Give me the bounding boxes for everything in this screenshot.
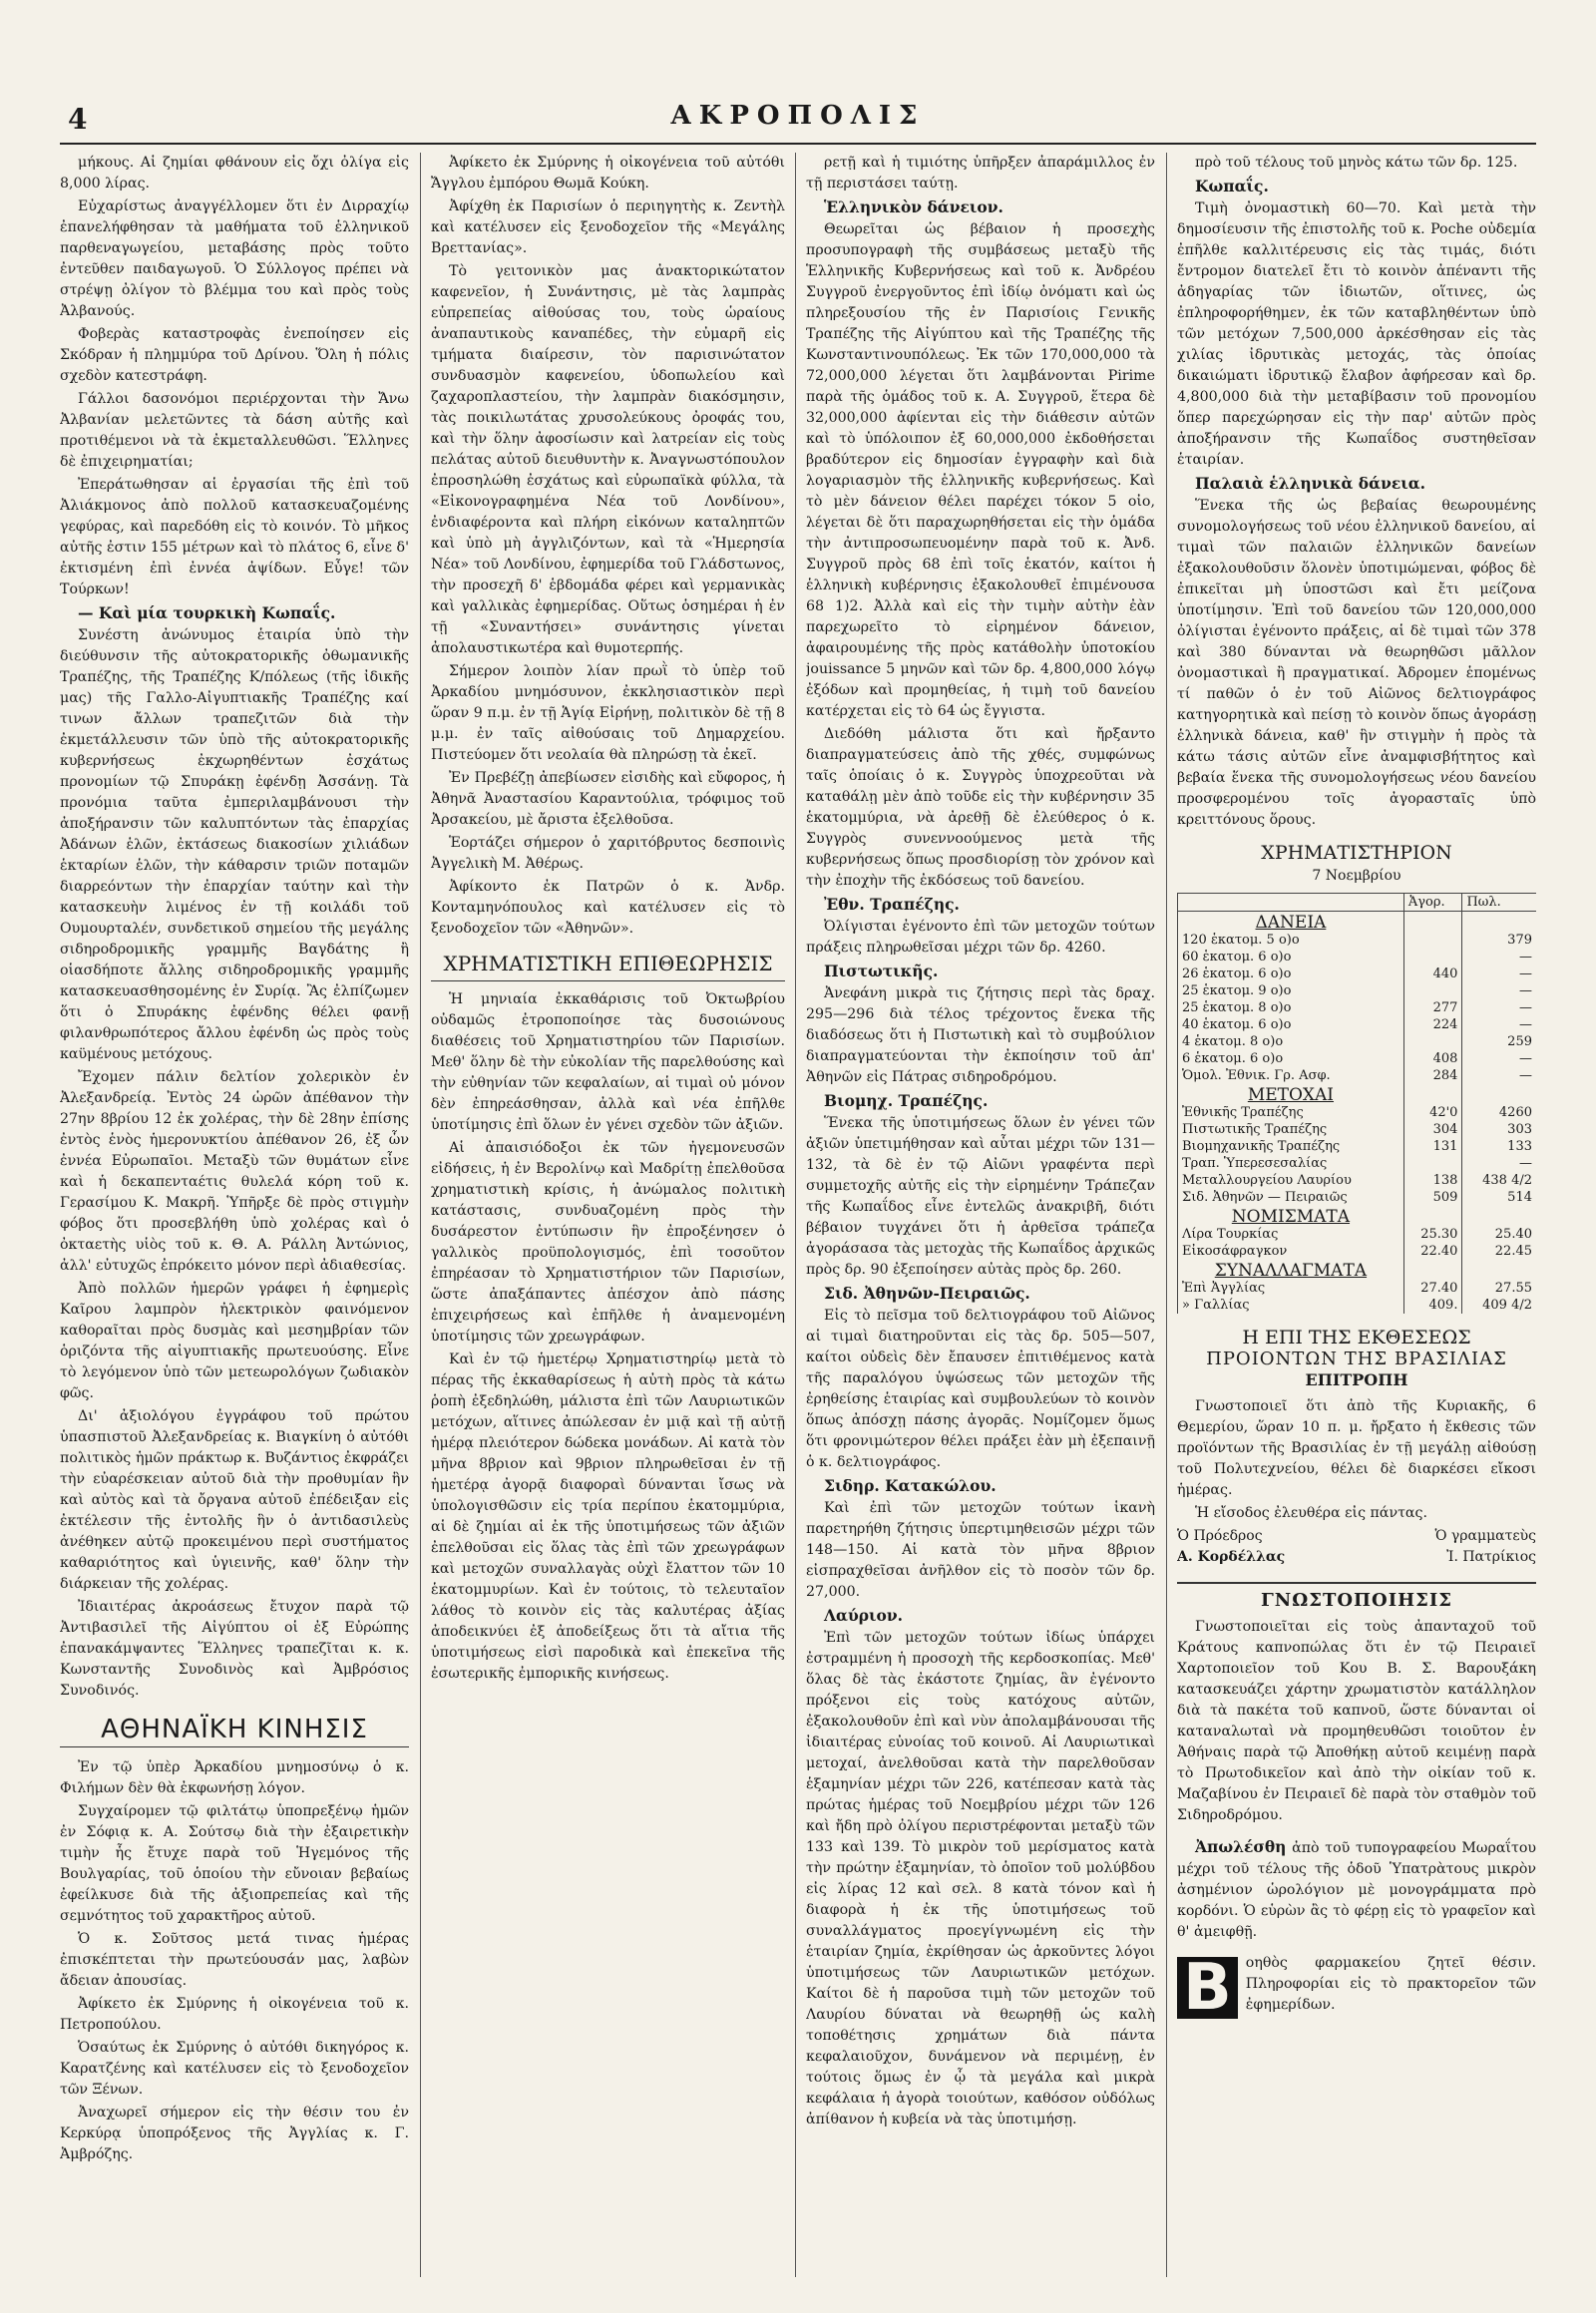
paragraph: Ἡ μηνιαία ἐκκαθάρισις τοῦ Ὀκτωβρίου οὐδαμῶς ἐτροποποίησε τὰς δυσοιώνους διαθέσεις τοῦ Χρηματιστηρίου τῶν Παρισίων. Μεθ' ὅλην δὲ τὴν εὐκολίαν τῆς παρελθούσης καὶ τὴν εὐθηνίαν τῶν κεφαλαίων, αἱ τιμαὶ οὐ μόνον δὲν ἐπηρεάσθησαν, ἀλλὰ καὶ νέα ἐπῆλθε ὑποτίμησις ἐπὶ ὅλων ἐν γένει σχεδὸν τῶν ἀξιῶν. — [431, 991, 785, 1133]
secretary-label: Ὁ γραμματεὺς — [1434, 1528, 1536, 1544]
headline-credit-bank: Πιστωτικῆς. — [824, 962, 939, 980]
table-cell-buy — [1403, 949, 1462, 965]
section-stock-review: ΧΡΗΜΑΤΙΣΤΙΚΗ ΕΠΙΘΕΩΡΗΣΙΣ — [431, 954, 785, 981]
table-row — [1178, 1138, 1537, 1155]
table-row — [1178, 1226, 1537, 1243]
lost-notice-body: ἀπὸ τοῦ τυπογραφείου Μωραΐτου μέχρι τοῦ τέλους τῆς ὁδοῦ Ὑπατρὰτους μικρὸν ἀσημένιον ὡρολόγιον μὲ μονογράμματα πρὸ κορδόνι. Ὁ εὑρὼν ἂς τὸ φέρῃ εἰς τὸ γραφεῖον καὶ θ' ἀμειφθῇ. — [1177, 1840, 1536, 1940]
table-cell-sell: 4260 — [1462, 1104, 1536, 1121]
paragraph: Ἕνεκα τῆς ὑποτιμήσεως ὅλων ἐν γένει τῶν ἀξιῶν ὑπετιμήθησαν καὶ αὗται μέχρι τῶν 131—132, τὰ δὲ ἐν τῷ Αἰῶνι γραφέντα περὶ συμμετοχῆς αὐτῆς εἰς τὴν εἰρημένην Τράπεζαν τῆς Κωπαΐδος εἶνε ἐντελῶς ἀνακριβῆ, διότι βέβαιον τυγχάνει ὅτι ἡ ἀρθεῖσα τράπεζα ἀγοράσασα τὰς μετοχὰς τῆς Κωπαΐδος ἀρχικῶς πρὸς δρ. 90 ἐξεποίησεν αὐτὰς πρὸς δρ. 260. — [806, 1115, 1155, 1278]
table-group-row — [1178, 1084, 1537, 1104]
headline-old-greek-loans: Παλαιὰ ἑλληνικὰ δάνεια. — [1195, 474, 1426, 493]
table-cell-sell: — — [1462, 999, 1536, 1016]
table-row — [1178, 1172, 1537, 1189]
headline-industrial-bank: Βιομηχ. Τραπέζης. — [824, 1091, 989, 1110]
helper-notice — [1177, 1951, 1536, 2025]
table-row — [1178, 1104, 1537, 1121]
table-cell-sell: 303 — [1462, 1121, 1536, 1138]
table-group-label: ΣΥΝΑΛΛΑΓΜΑΤΑ — [1178, 1260, 1404, 1280]
table-cell-buy: 138 — [1403, 1172, 1462, 1189]
table-cell-buy: 440 — [1403, 965, 1462, 982]
table-cell-sell: 379 — [1462, 932, 1536, 949]
column-rule — [420, 153, 421, 2277]
table-cell-sell: 25.40 — [1462, 1226, 1536, 1243]
paragraph: Θεωρεῖται ὡς βέβαιον ἡ προσεχὴς προσυπογραφὴ τῆς συμβάσεως μεταξὺ τῆς Ἑλληνικῆς Κυβερνήσεως καὶ τοῦ κ. Ἀνδρέου Συγγροῦ ἐνεργοῦντος ἐπὶ ἰδίῳ ὀνόματι καὶ ὡς πληρεξουσίου τῆς ἐν Παρισίοις Γενικῆς Τραπέζης τῆς Αἰγύπτου καὶ τῆς Τραπέζης τῆς Κωνσταντινουπόλεως. Ἐκ τῶν 170,000,000 τὰ 72,000,000 λέγεται ὅτι λαμβάνονται Pirime παρὰ τῆς ὁμάδος τοῦ κ. Α. Συγγροῦ, ἕτερα δὲ 32,000,000 ἀφίενται εἰς τὴν διάθεσιν αὐτῶν καὶ τὸ ὑπόλοιπον ἐξ 60,000,000 ἐκδοθήσεται βραδύτερον εἰς δημοσίαν ἐγγραφὴν καὶ διὰ λογαριασμὸν τῆς ἑλληνικῆς κυβερνήσεως. Καὶ τὸ μὲν δάνειον θέλει παρέχει τόκον 5 οἰο, λέγεται δὲ ὅτι παραχωρηθήσεται εἰς τὴν ὁμάδα τὴν ἀντιπροσωπευομένην παρὰ τοῦ κ. Ἀνδ. Συγγροῦ πρὸς 68 ἐπὶ τοῖς ἑκατόν, καίτοι ἡ ἑλληνικὴ κυβέρνησις ἐξακολουθεῖ ἐπιμένουσα 68 1)2. Ἀλλὰ καὶ εἰς τὴν τιμὴν αὐτὴν ἐὰν παρεχωρεῖτο τὸ εἰρημένον δάνειον, ἀφαιρουμένης τῆς πρὸς κατάθολὴν ὑποτοκίου jouissance 5 μηνῶν καὶ τῶν δρ. 4,800,000 λόγῳ ἐξόδων καὶ προμηθείας, ἡ τιμὴ τοῦ δανείου κατέρχεται εἰς τὸ 64 ὡς ἔγγιστα. — [806, 221, 1155, 719]
paragraph: ρετῇ καὶ ἡ τιμιότης ὑπῆρξεν ἀπαράμιλλος ἐν τῇ περιστάσει ταύτῃ. — [806, 155, 1155, 192]
paragraph: Ἐν τῷ ὑπὲρ Ἀρκαδίου μνημοσύνῳ ὁ κ. Φιλήμων δὲν θὰ ἐκφωνήσῃ λόγον. — [60, 1759, 409, 1796]
table-cell-buy: 277 — [1403, 999, 1462, 1016]
paragraph: Ἔχομεν πάλιν δελτίον χολερικὸν ἐν Ἀλεξανδρείᾳ. Ἐντὸς 24 ὡρῶν ἀπέθανον τὴν 27ην 8βρίου 12 ἐκ χολέρας, τὴν δὲ 28ην ἐπίσης ἐντὸς ἑνὸς ἡμερονυκτίου ἀπέθανον 26, ἐξ ὧν ἐννέα Εὐρωπαῖοι. Μεταξὺ τῶν θυμάτων εἶνε καὶ ἡ δεκαπενταέτις θυλελά κόρη τοῦ κ. Γερασίμου Κ. Μακρῆ. Ὑπῆρξε δὲ πρὸς στιγμὴν φόβος ὅτι προσεβλήθη ὑπὸ χολέρας καὶ ὁ ὀκταετὴς υἱὸς τοῦ κ. Θ. Α. Ράλλη Ἀντώνιος, ἀλλ' εὐτυχῶς ἐπρόκειτο μόνον περὶ ἀδιαθεσίας. — [60, 1069, 409, 1274]
table-row — [1178, 1033, 1537, 1050]
table-cell-label: Ἐθνικῆς Τραπέζης — [1178, 1104, 1404, 1121]
masthead — [60, 95, 1536, 145]
lost-notice — [1177, 1836, 1536, 1943]
table-header-row — [1178, 894, 1537, 912]
paragraph: Ἀφίκετο ἐκ Σμύρνης ἡ οἰκογένεια τοῦ αὐτόθι Ἄγγλου ἐμπόρου Θωμᾶ Κούκη. — [431, 155, 785, 192]
newspaper-page — [60, 95, 1536, 2279]
paragraph: Σήμερον λοιπὸν λίαν πρωῒ τὸ ὑπὲρ τοῦ Ἀρκαδίου μνημόσυνον, ἐκκλησιαστικὸν περὶ ὥραν 9 π.μ. ἐν τῇ Ἁγίᾳ Εἰρήνῃ, πολιτικὸν δὲ τῇ 8 μ.μ. ἐν ταῖς αἰθούσαις τοῦ Δημαρχείου. Πιστεύομεν ὅτι νεολαία θὰ πληρώσῃ τὰ ἐκεῖ. — [431, 663, 785, 763]
paragraph: Συνέστη ἀνώνυμος ἑταιρία ὑπὸ τὴν διεύθυνσιν τῆς αὐτοκρατορικῆς ὀθωμανικῆς Τραπέζης, τῆς Τραπέζης Κ/πόλεως (τῆς ἰδικῆς μας) τῆς Γαλλο-Αἰγυπτιακῆς Τραπέζης καί τινων ἄλλων τραπεζιτῶν διὰ τὴν ἐκμετάλλευσιν τῶν ὑπὸ τῆς αὐτοκρατορικῆς κυβερνήσεως ἐκχωρηθέντων ἐσχάτως προνομίων τῷ Σπυράκῃ ἐφένδῃ Ἀσσάνῃ. Τὰ προνόμια ταῦτα ἐμπεριλαμβάνουσι τὴν ἀποξήρανσιν τῶν καλυπτόντων τὰς ἐπαρχίας Ἀδάνων ἑλῶν, ἐκτάσεως διακοσίων χιλιάδων ἑκταρίων ἑλῶν, τὴν κάθαρσιν τριῶν ποταμῶν διαρρεόντων τὴν ἐπαρχίαν ταύτην καὶ τὴν κατασκευὴν λιμένος ἐν τῇ κοιλάδι τοῦ Ουμουρταλέν, συνδετικοῦ σημείου τῆς μεγάλης σιδηροδρομικῆς γραμμῆς Βαγδάτης ἢ οἱασδήποτε ἄλλης σιδηροδρομικῆς γραμμῆς κατασκευασθησομένης ἐν Συρίᾳ. Ἂς ἐλπίζωμεν ὅτι ὁ Σπυράκης ἐφένδης θέλει φανῇ φιλανθρωπότερος ἄλλου ἐφένδη ὡς πρὸς τοὺς καϋμένους μετόχους. — [60, 627, 409, 1062]
table-cell-buy: 25.30 — [1403, 1226, 1462, 1243]
table-cell-label: Εἰκοσάφραγκον — [1178, 1243, 1404, 1260]
paragraph: Ἀπὸ πολλῶν ἡμερῶν γράφει ἡ ἐφημερὶς Καῖρου λαμπρὸν ἠλεκτρικὸν φαινόμενον καθοραῖται πρὸς δυσμὰς καὶ μεσημβρίαν τῶν ὁριζόντα τῆς αἰγυπτιακῆς πρωτευούσης. Εἶνε τὸ λεγόμενον ὑπὸ τῶν μετεωρολόγων ζωδιακὸν φῶς. — [60, 1281, 409, 1401]
table-cell-label: 60 ἑκατομ. 6 ο)ο — [1178, 949, 1404, 965]
table-cell-buy — [1403, 1155, 1462, 1172]
expo-committee: ΕΠΙΤΡΟΠΗ — [1305, 1370, 1408, 1389]
paragraph: Τὸ γειτονικὸν μας ἀνακτορικώτατον καφενεῖον, ἡ Συνάντησις, μὲ τὰς λαμπρὰς εὐπρεπείας αἰθούσας του, τοὺς ὡραίους ἀναπαυτικοὺς καναπέδες, τὴν εὐμαρῆ εἰς τμήματα διαίρεσιν, τὸν παρισινώτατον συνδυασμὸν καφενείου, ὑδοπωλείου καὶ ζαχαροπλαστείου, τὴν λαμπρὰν διακόσμησιν, τὰς ποικιλωτάτας χρυσολεύκους ὀροφάς του, καὶ τὴν ὅλην ἀφοσίωσιν καὶ λατρείαν εἰς τοὺς πελάτας αὐτοῦ διευθυντὴν κ. Ἀναγνωστόπουλον ἐπροσηλώθη ἐσχάτως καὶ εὐρωπαϊκὰ φύλλα, τὰ «Εἰκονογραφημένα Νέα τοῦ Λονδίνου», ἐνδιαφέροντα καὶ πλήρη εἰκόνων καταληπτῶν καὶ ὑπὸ μὴ ἀγγλιζόντων, καὶ τὰ «Ἡμερησία Νέα» τοῦ Λονδίνου, ἐφημερίδα τοῦ Γλάδστωνος, τὴν προσεχῆ δ' ἑβδομάδα φέρει καὶ γερμανικὰς καὶ γαλλικὰς ἐφημερίδας. Οὕτως ὁσημέραι ἡ ἐν τῇ «Συναντήσει» συνάντησις γίνεται ἀπολαυστικωτέρα καὶ θυμοτερπής. — [431, 263, 785, 656]
paragraph: Καὶ ἐπὶ τῶν μετοχῶν τούτων ἱκανὴ παρετηρήθη ζήτησις ὑπερτιμηθεισῶν μέχρι τῶν 148—150. Αἱ κατὰ τὸν μῆνα 8βριον εἰσπραχθεῖσαι ἀνῆλθον εἰς τὸ ποσὸν τῶν δρ. 27,000. — [806, 1500, 1155, 1600]
paragraph: Καὶ ἐν τῷ ἡμετέρῳ Χρηματιστηρίῳ μετὰ τὸ πέρας τῆς ἐκκαθαρίσεως ἡ αὐτὴ πρὸς τὰ κάτω ῥοπὴ ἐξεδηλώθη, μάλιστα ἐπὶ τῶν Λαυριωτικῶν μετόχων, αἵτινες ἀπώλεσαν ἐν μιᾷ καὶ τῇ αὐτῇ ἡμέρᾳ πλειότερον δώδεκα μονάδων. Αἱ κατὰ τὸν μῆνα 8βριον καὶ 9βριον πληρωθεῖσαι ἐν τῇ ἡμετέρᾳ ἀγορᾷ διαφοραὶ δύνανται ἴσως νὰ ὑπολογισθῶσιν εἰς τρία περίπου ἑκατομμύρια, αἱ δὲ ζημίαι αἱ ἐκ τῆς ὑποτιμήσεως τῶν ἀξιῶν ἐπελθοῦσαι εἰς ὅλας τὰς ἐπὶ τῶν χρεωγράφων καὶ μετοχῶν συναλλαγὰς οὐχὶ ἔλαττον τῶν 10 ἑκατομμυρίων. Καὶ ἐν τούτοις, τὸ τελευταῖον λάθος τὸ κοινὸν εἰς τὰς καλυτέρας ἀξίας ἀποδεικνύει ἐξ ἀποδείξεως ὅτι τὰ αἴτια τῆς ὑποτιμήσεως εἰσὶ παροδικὰ καὶ ἐπεκεῖνα τῆς ἐσωτερικῆς ἐμπορικῆς κινήσεως. — [431, 1351, 785, 1682]
table-row — [1178, 1243, 1537, 1260]
headline-kopais-turkish: — Καὶ μία τουρκικὴ Κωπαΐς. — [78, 603, 336, 622]
helper-notice-body: οηθὸς φαρμακείου ζητεῖ θέσιν. Πληροφορίαι εἰς τὸ πρακτορεῖον τῶν ἐφημερίδων. — [1245, 1955, 1536, 2013]
table-header-sell: Πωλ. — [1462, 894, 1536, 912]
lost-notice-head: Ἀπωλέσθη — [1195, 1837, 1287, 1856]
table-cell-label: Λίρα Τουρκίας — [1178, 1226, 1404, 1243]
headline-athens-piraeus-railway: Σιδ. Ἀθηνῶν-Πειραιῶς. — [824, 1284, 1030, 1303]
paragraph: Γάλλοι δασονόμοι περιέρχονται τὴν Ἄνω Ἀλβανίαν μελετῶντες τὰ δάση αὐτῆς καὶ προτιθέμενοι νὰ τὰ ἐκμεταλλευθῶσι. Ἕλληνες δὲ ἐπιχειρηματίαι; — [60, 391, 409, 470]
table-row — [1178, 1155, 1537, 1172]
section-athenian-movement: ΑΘΗΝΑΪΚΗ ΚΙΝΗΣΙΣ — [60, 1720, 409, 1747]
table-row — [1178, 1121, 1537, 1138]
paragraph: μήκους. Αἱ ζημίαι φθάνουν εἰς ὄχι ὀλίγα εἰς 8,000 λίρας. — [60, 155, 409, 192]
paragraph: Ἐπὶ τῶν μετοχῶν τούτων ἰδίως ὑπάρχει ἐστραμμένη ἡ προσοχὴ τῆς κερδοσκοπίας. Μεθ' ὅλας δὲ τὰς ἐκάστοτε ζημίας, ἃν ἐγένοντο πρόξενοι εἰς τοὺς κατόχους αὐτῶν, ἐξακολουθοῦν ἐπὶ καὶ νὺν ἀπολαμβάνουσαι τῆς ἰδιαιτέρας εὐνοίας τοῦ κοινοῦ. Αἱ Λαυριωτικαὶ μετοχαί, ἀνελθοῦσαι κατὰ τὴν παρελθοῦσαν ἑξαμηνίαν μέχρι τῶν 226, κατέπεσαν κατὰ τὰς πρώτας ἡμέρας τοῦ Νοεμβρίου μέχρι τῶν 126 καὶ ἤδη πρὸ ὀλίγου περιστρέφονται μεταξὺ τῶν 133 καὶ 139. Τὸ μικρὸν τοῦ μερίσματος κατὰ τὴν πρώτην ἑξαμηνίαν, τὸ ὁποῖον τοῦ μολύβδου εἰς λίρας 12 καὶ σελ. 8 κατὰ τόνον καὶ ἡ διαφορὰ ἡ ἐκ τῆς ὑποτιμήσεως τοῦ συναλλάγματος προεγίγνωμένη εἰς τὴν ἑταιρίαν ζημία, ἐκρίθησαν ὡς ἀρκοῦντες λόγοι ὑποτιμήσεως τῶν Λαυριωτικῶν μετόχων. Καίτοι δὲ ἡ παροῦσα τιμὴ τῶν μετοχῶν τοῦ Λαυρίου δύναται νὰ θεωρηθῇ ὡς καλὴ τοποθέτησις χρημάτων διὰ πάντα κεφαλαιοῦχον, δυνάμενον νὰ περιμένῃ, ἐν τούτοις ὅμως ἐν ᾧ τὰ μεγάλα καὶ μικρὰ κεφάλαια ἡ ἀγορὰ τοιούτων, καθόσον οὐδόλως ἀπίθανον ἡ κυβεία νὰ τὰς ὑποτιμήσῃ. — [806, 1630, 1155, 2127]
paragraph: Ὀλίγισται ἐγένοντο ἐπὶ τῶν μετοχῶν τούτων πράξεις πληρωθεῖσαι μέχρι τῶν δρ. 4260. — [806, 919, 1155, 956]
table-cell-sell: — — [1462, 1067, 1536, 1084]
table-cell-label: 25 ἑκατομ. 9 ο)ο — [1178, 982, 1404, 999]
drop-cap: Β — [1177, 1957, 1238, 2019]
page-number: 4 — [68, 103, 88, 136]
table-cell-label: Ἐπὶ Ἀγγλίας — [1178, 1280, 1404, 1297]
table-cell-sell: — — [1462, 1050, 1536, 1067]
headline-kopais: Κωπαΐς. — [1195, 177, 1269, 195]
paragraph: Ἡ εἴσοδος ἐλευθέρα εἰς πάντας. — [1195, 1505, 1427, 1521]
table-cell-sell: 438 4/2 — [1462, 1172, 1536, 1189]
table-cell-sell: 514 — [1462, 1189, 1536, 1206]
table-cell-label: 6 ἑκατομ. 6 ο)ο — [1178, 1050, 1404, 1067]
table-cell-buy — [1403, 982, 1462, 999]
table-cell-buy: 284 — [1403, 1067, 1462, 1084]
table-cell-buy: 409. — [1403, 1297, 1462, 1314]
table-row — [1178, 932, 1537, 949]
expo-subheading: ΠΡΟΙΟΝΤΩΝ ΤΗΣ ΒΡΑΣΙΛΙΑΣ — [1206, 1349, 1507, 1369]
table-group-label: ΜΕΤΟΧΑΙ — [1178, 1084, 1404, 1104]
table-row — [1178, 949, 1537, 965]
bourse-table-body — [1178, 912, 1537, 1315]
table-cell-label: 40 ἑκατομ. 6 ο)ο — [1178, 1016, 1404, 1033]
column-rule — [795, 153, 796, 2277]
table-cell-buy — [1403, 1033, 1462, 1050]
table-row — [1178, 1016, 1537, 1033]
table-cell-label: 25 ἑκατομ. 8 ο)ο — [1178, 999, 1404, 1016]
notice-title: ΓΝΩΣΤΟΠΟΙΗΣΙΣ — [1177, 1582, 1536, 1611]
table-cell-buy: 408 — [1403, 1050, 1462, 1067]
table-cell-sell: — — [1462, 1016, 1536, 1033]
table-row — [1178, 999, 1537, 1016]
signature-names — [1177, 1547, 1536, 1568]
table-group-row — [1178, 1260, 1537, 1280]
table-cell-buy: 27.40 — [1403, 1280, 1462, 1297]
table-row — [1178, 965, 1537, 982]
table-cell-sell: 259 — [1462, 1033, 1536, 1050]
table-cell-buy — [1403, 932, 1462, 949]
table-cell-buy: 22.40 — [1403, 1243, 1462, 1260]
bourse-date: 7 Νοεμβρίου — [1312, 868, 1401, 884]
paragraph: Ἰδιαιτέρας ἀκροάσεως ἔτυχον παρὰ τῷ Ἀντιβασιλεῖ τῆς Αἰγύπτου οἱ ἐξ Εὐρώπης ἐπανακάμψαντες Ἕλληνες τραπεζῖται κ. κ. Κωνσταντῆς Συνοδινὸς καὶ Ἀμβρόσιος Συνοδινός. — [60, 1599, 409, 1699]
table-cell-sell: — — [1462, 949, 1536, 965]
paragraph: Γνωστοποιεῖται εἰς τοὺς ἀπανταχοῦ τοῦ Κράτους καπνοπώλας ὅτι ἐν τῷ Πειραιεῖ Χαρτοποιεῖον τοῦ Κου Β. Σ. Βαρουξάκη κατασκευάζει χάρτην χρωματιστὸν κατάλληλον διὰ τὰ πακέτα τοῦ καπνοῦ, ὥστε δύνανται οἱ καταναλωταὶ νὰ προμηθευθῶσι τοιοῦτον ἐν Ἀθήναις παρὰ τῷ Ἀποθήκῃ αὐτοῦ κειμένῃ παρὰ τὸ Πρωτοδικεῖον καὶ ἀπὸ τὴν οἰκίαν τοῦ κ. Μαζαβίνου ἐν Πειραιεῖ δὲ παρὰ τὸν σταθμὸν τοῦ Σιδηροδρόμου. — [1177, 1619, 1536, 1823]
secretary-name: Ἰ. Πατρίκιος — [1446, 1549, 1536, 1565]
paragraph: Ἀναχωρεῖ σήμερον εἰς τὴν θέσιν του ἐν Κερκύρᾳ ὑποπρόξενος τῆς Ἀγγλίας κ. Γ. Ἀμβρόζης. — [60, 2105, 409, 2162]
table-row — [1178, 982, 1537, 999]
paragraph: Εὐχαρίστως ἀναγγέλλομεν ὅτι ἐν Διρραχίῳ ἐπανελήφθησαν τὰ μαθήματα τοῦ ἑλληνικοῦ παρθεναγωγείου, μεταβάσης πρὸς τοῦτο ἐντεῦθεν παιδαγωγοῦ. Ὁ Σύλλογος πρέπει νὰ στρέψῃ ὀλίγον τὸ βλέμμα του καὶ πρὸς τοὺς Ἀλβανούς. — [60, 198, 409, 319]
paragraph: Ἕνεκα τῆς ὡς βεβαίας θεωρουμένης συνομολογήσεως τοῦ νέου ἑλληνικοῦ δανείου, αἱ τιμαὶ τῶν παλαιῶν ἑλληνικῶν δανείων ἐξακολουθοῦσιν ὅλονὲν ὑποτιμώμεναι, φόβος δὲ ἐπικεῖται μὴ ὑποστῶσι καὶ ἔτι μείζονα ὑποτίμησιν. Ἐπὶ τοῦ δανείου τῶν 120,000,000 ὀλίγισται ἐγένοντο πράξεις, αἱ δὲ τιμαὶ τῶν 378 καὶ 380 δύνανται νὰ θεωρηθῶσι μᾶλλον ὀνομαστικαὶ ἢ πραγματικαί. Ἀδρομεν ἑπομένως τί παθῶν ὁ ἐν τοῦ Αἰῶνος δελτιογράφος κατηγορητικὰ καὶ πείσῃ τὸ κοινὸν ὅπως ἀγοράσῃ ἑλληνικὰ δάνεια, καθ' ἣν στιγμὴν ἡ πρὸς τὰ κάτω τάσις αὐτῶν εἶνε ἀναμφισβήτητος καὶ βεβαία ἕνεκα τῆς συνομολογήσεως νέου δανείου προσφερομένου τοῖς ἀγορασταῖς ὑπὸ κρειττόνους ὅρους. — [1177, 498, 1536, 828]
table-cell-label: » Γαλλίας — [1178, 1297, 1404, 1314]
table-group-label: ΝΟΜΙΣΜΑΤΑ — [1178, 1206, 1404, 1226]
table-cell-buy: 304 — [1403, 1121, 1462, 1138]
table-row — [1178, 1280, 1537, 1297]
table-cell-sell: — — [1462, 1155, 1536, 1172]
table-cell-buy: 224 — [1403, 1016, 1462, 1033]
headline-national-bank: Ἐθν. Τραπέζης. — [824, 895, 960, 914]
table-cell-label: Βιομηχανικῆς Τραπέζης — [1178, 1138, 1404, 1155]
president-name: Α. Κορδέλλας — [1177, 1549, 1286, 1565]
table-cell-sell: 409 4/2 — [1462, 1297, 1536, 1314]
paragraph: πρὸ τοῦ τέλους τοῦ μηνὸς κάτω τῶν δρ. 125. — [1195, 155, 1518, 171]
column-4 — [1177, 153, 1536, 2277]
table-header-cell — [1178, 894, 1404, 912]
expo-heading: Η ΕΠΙ ΤΗΣ ΕΚΘΕΣΕΩΣ — [1242, 1327, 1471, 1349]
table-cell-label: Πιστωτικῆς Τραπέζης — [1178, 1121, 1404, 1138]
table-cell-label: Ὁμολ. Ἐθνικ. Γρ. Ασφ. — [1178, 1067, 1404, 1084]
paragraph: Φοβερὰς καταστροφὰς ἐνεποίησεν εἰς Σκόδραν ἡ πλημμύρα τοῦ Δρίνου. Ὅλη ἡ πόλις σχεδὸν κατεστράφη. — [60, 326, 409, 384]
paragraph: Διεδόθη μάλιστα ὅτι καὶ ἤρξαντο διαπραγματεύσεις ἀπὸ τῆς χθές, συμφώνως ταῖς ὁποίαις ὁ κ. Συγγρὸς ὑποχρεοῦται νὰ καταθάλῃ μὲν ἀπὸ τοῦδε εἰς τὴν κυβέρνησιν 35 ἑκατομμύρια, νὰ ἀρεθῇ δὲ ἐλεύθερος ὁ κ. Συγγρὸς συνεννοούμενος μετὰ τῆς κυβερνήσεως ὅπως προσδιορίσῃ τὸν χρόνον καὶ τὴν ἐποχὴν τῆς ἐκδόσεως τοῦ δανείου. — [806, 726, 1155, 889]
table-cell-sell: 22.45 — [1462, 1243, 1536, 1260]
column-rule — [1166, 153, 1167, 2277]
table-cell-label: 120 ἑκατομ. 5 ο)ο — [1178, 932, 1404, 949]
paragraph: Αἱ ἀπαισιόδοξοι ἐκ τῶν ἠγεμονευσῶν εἰδήσεις, ἡ ἐν Βερολίνῳ καὶ Μαδρίτῃ ἐπελθοῦσα χρηματιστικὴ κρίσις, ἡ ἀνώμαλος πολιτικὴ κατάστασις, συνδυαζομένη πρὸς τὴν δυσάρεστον ἐντύπωσιν ἣν ἐπροξένησεν ὁ γαλλικὸς προϋπολογισμός, ἐπὶ τοσοῦτον ἐπηρέασαν τὸ Χρηματιστήριον τῶν Παρισίων, ὥστε ἀπαξάπαντες ἀπέσχον ἀπὸ πάσης ἐπιχειρήσεως καὶ ἐπῆλθε ἡ ἀναμενομένη ὑποτίμησις τῶν χρεωγράφων. — [431, 1140, 785, 1345]
bourse-title: ΧΡΗΜΑΤΙΣΤΗΡΙΟΝ — [1261, 842, 1452, 864]
table-cell-sell: — — [1462, 982, 1536, 999]
paragraph: Δι' ἀξιολόγου ἐγγράφου τοῦ πρώτου ὑπασπιστοῦ Ἀλεξανδρείας κ. Βιαγκίνη ὁ αὐτόθι πολιτικὸς ἡμῶν πράκτωρ κ. Βυζάντιος ἐκφράζει τὴν εὐαρέσκειαν αὐτοῦ διὰ τὴν προθυμίαν ἣν καὶ αὐτὸς καὶ τὰ ὄργανα αὐτοῦ ἐπέδειξαν εἰς ἐκτέλεσιν τῆς ἐντολῆς ἣν ὁ ἀντιδασιλεὺς ἀνέθηκεν αὐτῷ προκειμένου περὶ συστήματος καθαριότητος καὶ ὑγιεινῆς, καθ' ὅλην τὴν διάρκειαν τῆς χολέρας. — [60, 1408, 409, 1592]
paragraph: Ἀνεφάνη μικρὰ τις ζήτησις περὶ τὰς δραχ. 295—296 διὰ τέλος τρέχοντος ἕνεκα τῆς διαδόσεως ὅτι ἡ Πιστωτικὴ καὶ τὸ συμβούλιον διαπραγματεύονται τὴν ἐκποίησιν τοῦ ἀπ' Ἀθηνῶν εἰς Πάτρας σιδηροδρόμου. — [806, 985, 1155, 1085]
headline-katakolo-railway: Σιδηρ. Κατακώλου. — [824, 1476, 997, 1495]
paragraph: Ὁσαύτως ἐκ Σμύρνης ὁ αὐτόθι δικηγόρος κ. Καρατζένης καὶ κατέλυσεν εἰς τὸ ξενοδοχεῖον τῶν Ξένων. — [60, 2040, 409, 2098]
table-cell-label: Μεταλλουργείου Λαυρίου — [1178, 1172, 1404, 1189]
column-1 — [60, 153, 409, 2277]
table-cell-label: Τραπ. Ὑπερεσεσαλίας — [1178, 1155, 1404, 1172]
columns — [60, 153, 1536, 2277]
paragraph: Εἰς τὸ πεῖσμα τοῦ δελτιογράφου τοῦ Αἰῶνος αἱ τιμαὶ διατηροῦνται εἰς τὰς δρ. 505—507, καίτοι οὐδεὶς δὲν ἔπαυσεν ἐπιτιθέμενος κατὰ τῆς παραλόγου ὑψώσεως τῶν μετοχῶν τῆς ἐρηθείσης ἑταιρίας καὶ συμβουλεύων τὸ κοινὸν ὅπως ἀπόσχῃ πάσης ἀγορᾶς. Νομίζομεν ὅμως ὅτι φρονιμώτερον θέλει πράξει ἐὰν μὴ ἐξεπαινῇ ὁ κ. δελτιογράφος. — [806, 1308, 1155, 1470]
paragraph: Ὁ κ. Σοῦτσος μετά τινας ἡμέρας ἐπισκέπτεται τὴν πρωτεύουσάν μας, λαβὼν ἄδειαν ἀπουσίας. — [60, 1931, 409, 1989]
column-2 — [431, 153, 785, 2277]
table-cell-buy: 509 — [1403, 1189, 1462, 1206]
paragraph: Ἀφίκετο ἐκ Σμύρνης ἡ οἰκογένεια τοῦ κ. Πετροπούλου. — [60, 1996, 409, 2033]
table-row — [1178, 1189, 1537, 1206]
headline-lavrion: Λαύριον. — [824, 1606, 904, 1625]
newspaper-title: ΑΚΡΟΠΟΛΙΣ — [670, 101, 926, 131]
table-cell-label: 26 ἑκατομ. 6 ο)ο — [1178, 965, 1404, 982]
signature-labels — [1177, 1526, 1536, 1547]
paragraph: Ἐπεράτωθησαν αἱ ἐργασίαι τῆς ἐπὶ τοῦ Ἀλιάκμονος ἀπὸ πολλοῦ κατασκευαζομένης γεφύρας, καὶ παρεδόθη εἰς τὸ κοινόν. Τὸ μῆκος αὐτῆς ἐστιν 155 μέτρων καὶ τὸ πλάτος 6, εἶνε δ' ἐκτισμένη ἐπὶ ἐννέα ἀψίδων. Εὖγε! τῶν Τούρκων! — [60, 477, 409, 597]
paragraph: Γνωστοποιεῖ ὅτι ἀπὸ τῆς Κυριακῆς, 6 Θεμερίου, ὥραν 10 π. μ. ἤρξατο ἡ ἔκθεσις τῶν προϊόντων τῆς Βρασιλίας ἐν τῇ μεγάλῃ αἰθούσῃ τοῦ Πολυτεχνείου, θέλει δὲ διαρκέσει εἴκοσι ἡμέρας. — [1177, 1398, 1536, 1498]
paragraph: Τιμὴ ὀνομαστικὴ 60—70. Καὶ μετὰ τὴν δημοσίευσιν τῆς ἐπιστολῆς τοῦ κ. Poche οὐδεμία ἐπῆλθε καλλιτέρευσις εἰς τὰς τιμάς, διότι ἔντρομον διατελεῖ ἔτι τὸ κοινὸν ἀπέναντι τῆς ἀδηγαρίας τῶν ἰδιωτῶν, οἵτινες, ὡς ἐπληροφορήθημεν, ἐκ τῶν καταβληθέντων ὑπὸ τῶν μετόχων 7,500,000 ἀρκέσθησαν εἰς τὰς χιλίας ἰδρυτικὰς μετοχάς, τὰς ὁποίας δικαιώματι ἰδρυτικῷ ἔλαβον ἀφήρεσαν καὶ δρ. 4,800,000 διὰ τὴν μεταβίβασιν τοῦ προνομίου ὅπερ παρεχώρησαν εἰς τὴν παρ' αὐτῶν πρὸς ἀποξήρανσιν τῆς Κωπαΐδος συστηθεῖσαν ἑταιρίαν. — [1177, 200, 1536, 468]
paragraph: Ἐν Πρεβέζῃ ἀπεβίωσεν εἰσιδὴς καὶ εὔφορος, ἡ Ἀθηνᾶ Ἀναστασίου Καραντούλια, τρόφιμος τοῦ Ἀρσακείου, μὲ ἄριστα ἐξελθοῦσα. — [431, 770, 785, 828]
paragraph: Ἑορτάζει σήμερον ὁ χαριτόβρυτος δεσποινὶς Ἀγγελικὴ Μ. Ἀθέρως. — [431, 835, 785, 872]
table-row — [1178, 1067, 1537, 1084]
column-3 — [806, 153, 1155, 2277]
table-cell-buy: 42'0 — [1403, 1104, 1462, 1121]
paragraph: Ἀφίχθη ἐκ Παρισίων ὁ περιηγητὴς κ. Ζεντὴλ καὶ κατέλυσεν εἰς ξενοδοχεῖον τῆς «Μεγάλης Βρεττανίας». — [431, 198, 785, 256]
table-group-row — [1178, 1206, 1537, 1226]
table-cell-sell: 27.55 — [1462, 1280, 1536, 1297]
table-group-label: ΔΑΝΕΙΑ — [1178, 912, 1404, 933]
headline-greek-loan: Ἑλληνικὸν δάνειον. — [824, 197, 1003, 216]
paragraph: Συγχαίρομεν τῷ φιλτάτῳ ὑποπρεξένῳ ἡμῶν ἐν Σόφιᾳ κ. Α. Σούτσῳ διὰ τὴν ἐξαιρετικὴν τιμὴν ἧς ἔτυχε παρὰ τοῦ Ἡγεμόνος τῆς Βουλγαρίας, τοῦ ὁποίου τὴν εὔνοιαν βεβαίως ἐφείλκυσε διὰ τῆς ἀξιοπρεπείας καὶ τῆς σεμνότητος τοῦ χαρακτῆρος αὐτοῦ. — [60, 1803, 409, 1924]
president-label: Ὁ Πρόεδρος — [1177, 1528, 1263, 1544]
table-row — [1178, 1050, 1537, 1067]
paragraph: Ἀφίκοντο ἐκ Πατρῶν ὁ κ. Ἀνδρ. Κονταμηνόπουλος καὶ κατέλυσεν εἰς τὸ ξενοδοχεῖον τῶν «Ἀθηνῶν». — [431, 879, 785, 937]
table-header-buy: Ἀγορ. — [1403, 894, 1462, 912]
bourse-table — [1177, 893, 1536, 1314]
table-cell-buy: 131 — [1403, 1138, 1462, 1155]
table-group-row — [1178, 912, 1537, 933]
table-row — [1178, 1297, 1537, 1314]
table-cell-sell: — — [1462, 965, 1536, 982]
table-cell-sell: 133 — [1462, 1138, 1536, 1155]
table-cell-label: 4 ἑκατομ. 8 ο)ο — [1178, 1033, 1404, 1050]
table-cell-label: Σιδ. Ἀθηνῶν — Πειραιῶς — [1178, 1189, 1404, 1206]
